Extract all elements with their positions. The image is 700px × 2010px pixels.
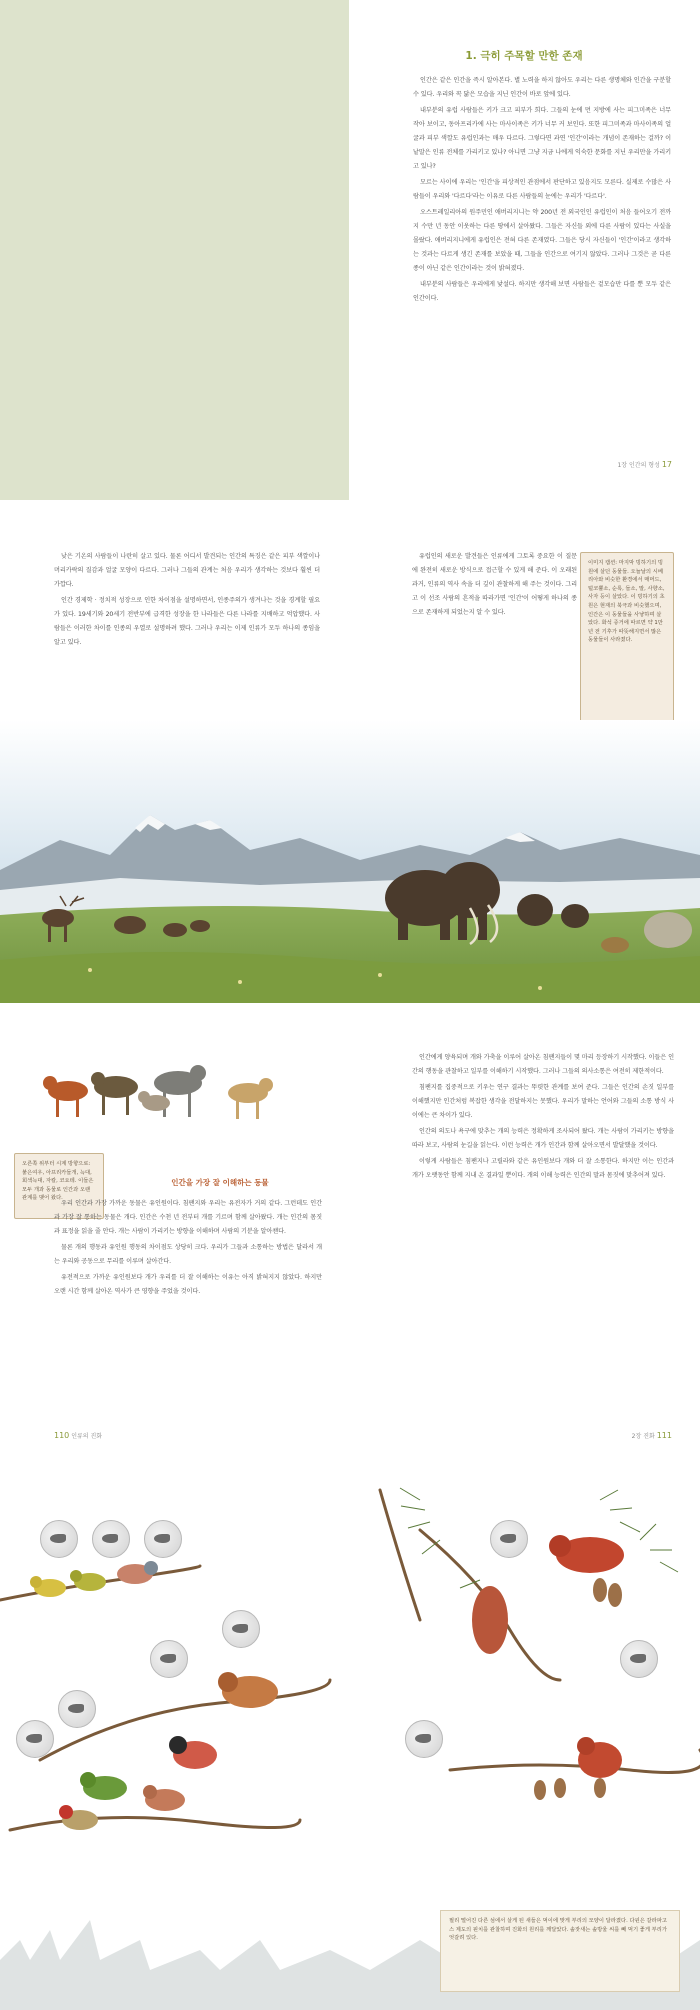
crossbill-hanging [472,1586,508,1654]
paragraph: 내부분의 사람들은 우리에게 낯설다. 하지만 생각해 보면 사람들은 겉모습만 다를 뿐 모두 같은 인간이다. [413,281,671,302]
caption-text: 필리 떨어진 다른 섬에서 살게 된 새들은 먹이에 맞게 부리의 모양이 달라졌다. 다윈은 갈라파고스 제도의 핀치를 관찰하며 진화의 원리를 깨달았다. 솔잣새는 솔방울 씨를 빼 먹기 좋게 부리가 엇갈려 있다. [449,1918,668,1942]
green-color-block [0,0,349,500]
page-17-footer [560,460,672,469]
linnet [143,1785,185,1811]
chapter-title: 1. 극히 주목할 만한 존재 [465,50,583,62]
chaffinch [117,1561,158,1584]
paragraph: 물론 개의 행동과 유인원 행동의 차이점도 상당히 크다. 우리가 그들과 소통하는 방법은 달라서 개는 우리와 공동으로 무리를 이루며 살아간다. [54,1244,322,1265]
paragraph: 오스트레일리아의 원주민인 애버리지니는 약 200년 전 외국인인 유럽인이 처음 들어오기 전까지 수만 년 동안 이웃하는 다른 땅에서 살아왔다. 그들은 자신들 외에 다른 사람이 있다는 사실을 몰랐다. 애버리지니에게 유럽인은 전혀 다른 존재였다. 그들은 당시 자신들이 '인간'이라고 생각하는 것과는 다르게 생긴 존재를 보았을 때, 그들을 인간으로 여기지 않았다. 그러나 그것은 곧 다른 종이 아닌 같은 인간이라는 것이 밝혀졌다. [413,209,671,272]
page-label: 2장 진화 [631,1433,655,1440]
crossbill-perched [577,1737,622,1778]
bullfinch [169,1736,217,1769]
paragraph: 유전적으로 가까운 유인원보다 개가 우리를 더 잘 이해하는 이유는 아직 밝혀지지 않았다. 하지만 오랜 시간 함께 살아온 역사가 큰 영향을 주었을 것이다. [54,1274,322,1295]
paragraph: 내부분의 유럽 사람들은 키가 크고 피부가 희다. 그들의 눈에 먼 지방에 사는 피그미족은 너무 작아 보이고, 동아프리카에 사는 마사이족은 키가 너무 커 보인다. 또한 피그미족과 마사이족의 얼굴과 피부 색깔도 유럽인과는 매우 다르다. 그렇다면 과연 '인간'이라는 개념이 존재하는 걸까? 이 낱말은 인류 전체를 가리키고 있나? 아니면 그냥 지금 나에게 익숙한 문화를 지닌 우리만을 가리키고 있나? [413,107,671,170]
canids-illustration [38,1051,288,1129]
page-110-footer [54,1431,194,1440]
rock [644,912,692,948]
paragraph: 인간 경제학 · 정치적 성장으로 인한 차이점을 설명하면서, 인종주의가 생겨나는 것을 경계할 필요가 있다. 19세기와 20세기 전반부에 급격한 성장을 한 나라들은 다른 나라를 지배하고 억압했다. 사람들은 이러한 차이를 인종의 우열로 설명하려 했다. 그러나 우리는 이제 인류가 모두 하나의 종임을 알고 있다. [54,597,320,646]
ice-age-landscape-illustration [0,720,700,1003]
paragraph: 유럽인의 새로운 발견들은 인류에게 그토록 중요한 이 질문에 완전히 새로운 방식으로 접근할 수 있게 해 준다. 이 오래된 과거, 인류의 역사 속을 더 깊이 관찰하게 해 주는 것이다. 그리고 이 선조 사람의 흔적을 따라가면 '인간'이 어떻게 하나의 종으로 존재하게 되었는지 알 수 있다. [412,553,577,616]
paragraph: 인간은 같은 인간을 즉시 알아본다. 별 노력을 하지 않아도 우리는 다른 생명체와 인간을 구분할 수 있다. 우리와 꼭 닮은 모습을 지닌 인간이 바로 앞에 있다. [413,77,671,98]
birds-spread [0,1470,700,2010]
page-110-body [54,1197,322,1301]
page-17 [0,0,700,500]
crossbill-male [549,1535,624,1573]
bird-caption-box [440,1910,680,1992]
paragraph: 인간의 의도나 욕구에 맞추는 개의 능력은 정확하게 조사되어 왔다. 개는 사람이 가리키는 방향을 따라 보고, 사람의 눈길을 읽는다. 이런 능력은 개가 인간과 함께 살아오면서 발달했을 것이다. [412,1128,674,1149]
african-wild-dog [91,1072,138,1115]
paragraph: 인간에게 양육되며 개와 가축을 이루어 살아온 침팬지들이 몇 마리 등장하기 시작했다. 이들은 인간의 행동을 관찰하고 일부를 이해하기 시작했다. 그러나 그들의 의사소통은 여전히 제한적이다. [412,1054,674,1075]
page-label: 1장 인간의 형성 [617,462,660,469]
greenfinch [80,1772,127,1800]
hyena [601,937,629,953]
paragraph: 우리 인간과 가장 가까운 동물은 유인원이다. 침팬지와 우리는 유전자가 거의 같다. 그런데도 인간과 가장 잘 통하는 동물은 개다. 인간은 수천 년 전부터 개를 기르며 함께 살아왔다. 개는 인간의 몸짓과 표정을 읽을 줄 안다. 개는 사람이 가리키는 방향을 이해하며 사람의 기분을 알아챈다. [54,1200,322,1235]
info-sidebar [580,552,674,730]
paragraph: 침팬지를 집중적으로 키우는 연구 결과는 뚜렷한 관계를 보여 준다. 그들은 인간의 손짓 일부를 이해했지만 인간처럼 복잡한 생각을 전달하지는 못했다. 우리가 말하는 언어와 그들의 소통 방식 사이에는 큰 차이가 있다. [412,1084,674,1119]
page-number: 110 [54,1431,70,1440]
sidebar-text: 이미지 캡션: 마지막 빙하기의 빙원에 살던 동물들. 오늘날의 시베리아와 비슷한 환경에서 매머드, 털코뿔소, 순록, 들소, 말, 사향소, 사자 등이 살았다. 이 빙하기의 초원은 현재의 북극과 비슷했으며, 인간은 이 동물들을 사냥하며 살았다. 화석 증거에 따르면 약 1만 년 전 기후가 따뜻해지면서 많은 동물들이 사라졌다. [588,560,665,644]
page-111-footer [540,1431,672,1440]
sidebar-text: 오른쪽 위부터 시계 방향으로: 붉은여우, 아프리카들개, 늑대, 회색늑대, 자칼, 코요테. 이들은 모두 개과 동물로 인간과 오랜 관계를 맺어 왔다. [22,1161,94,1202]
paragraph: 모르는 사이에 우리는 '인간'을 피상적인 관점에서 판단하고 있음지도 모른다. 실제로 수많은 사람들이 우리와 '다르다'라는 이유로 다른 사람들의 눈에는 우리가 '다르다'. [413,179,671,200]
page-middle [0,500,700,1003]
jackal [228,1078,273,1119]
paragraph: 이렇게 사람들은 침팬지나 고릴라와 같은 유인원보다 개와 더 잘 소통한다. 하지만 이는 인간과 개가 오랫동안 함께 지내 온 결과일 뿐이다. 개의 이해 능력은 인간의 말과 몸짓에 맞추어져 있다. [412,1158,674,1179]
page-number: 111 [656,1431,672,1440]
page-17-body [413,74,671,308]
right-body [412,550,577,622]
subheading: 인간을 가장 잘 이해하는 동물 [171,1178,269,1187]
goldfinch-2 [59,1805,98,1830]
left-body [54,550,320,652]
page-111-body [412,1051,674,1185]
fox [43,1076,88,1117]
paragraph: 낮은 기온의 사람들이 나란히 살고 있다. 물론 어디서 발견되는 인간의 특징은 같은 피부 색깔이나 머리카락의 질감과 얼굴 모양이 다르다. 그러나 그들의 관계는 처음 우리가 생각하는 것보다 훨씬 더 가깝다. [54,553,320,588]
page-number: 17 [661,460,672,469]
page-label: 인류의 진화 [71,1433,103,1440]
page-110-111 [0,1003,700,1470]
